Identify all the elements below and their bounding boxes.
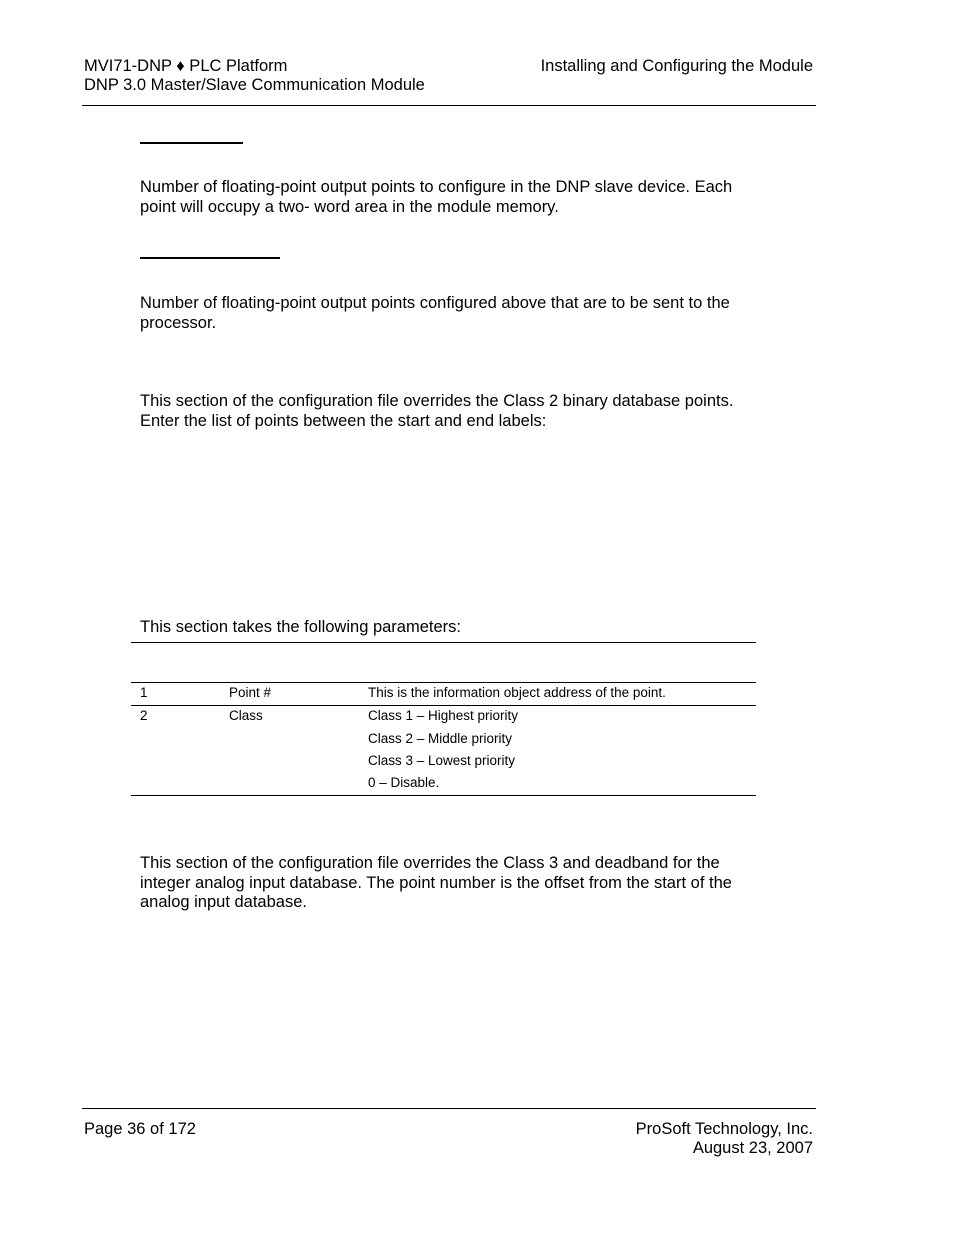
float-output-points-paragraph: Number of floating-point output points to configure in the DNP slave device. Each point will occupy a two- word area in the module memory. [140,178,733,216]
footer-page-number: Page 36 of 172 [84,1120,196,1138]
heading-underline-1 [140,142,243,144]
row-description-line: This is the information object address of the point. [368,685,666,700]
row-column-number: 1 [140,685,148,700]
float-output-to-processor-paragraph: Number of floating-point output points configured above that are to be sent to the processor. [140,294,730,332]
header-section-title: Installing and Configuring the Module [540,57,813,75]
row-description-line: 0 – Disable. [368,775,440,790]
row-parameter-name: Class [229,708,263,723]
header-title-line2: DNP 3.0 Master/Slave Communication Module [84,76,425,94]
row-description-line: Class 3 – Lowest priority [368,753,516,768]
row-column-number: 2 [140,708,148,723]
class2-binary-override-paragraph: This section of the configuration file overrides the Class 2 binary database points. Enter the list of points between the start and end labels: [140,392,734,430]
row-parameter-name: Point # [229,685,272,700]
footer-divider [82,1108,816,1109]
heading-underline-2 [140,257,280,259]
section-params-paragraph: This section takes the following parameters: [140,618,461,636]
table-bottom-rule [131,795,756,796]
row-description-line: Class 1 – Highest priority [368,708,519,723]
footer-company: ProSoft Technology, Inc. [635,1120,813,1138]
table-header-rule [131,682,756,683]
header-divider [82,105,816,106]
footer-date: August 23, 2007 [692,1139,813,1157]
table-top-rule [131,642,756,643]
header-title-line1: MVI71-DNP ♦ PLC Platform [84,57,288,75]
row-description-line: Class 2 – Middle priority [368,731,513,746]
table-row-divider [131,705,756,706]
class3-deadband-override-paragraph: This section of the configuration file overrides the Class 3 and deadband for the integer analog input database. The point number is the offset from the start of the analog input database. [140,854,732,911]
